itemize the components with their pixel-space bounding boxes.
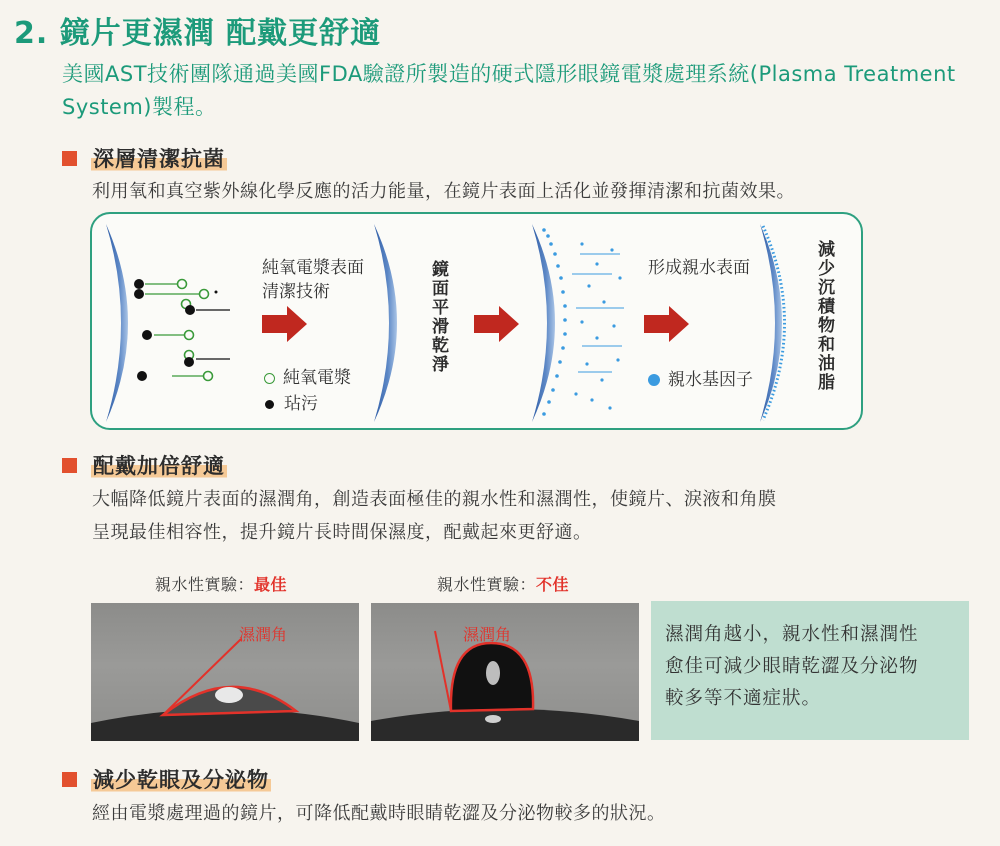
section-title: 深層清潔抗菌 — [91, 143, 227, 173]
experiment-good-result: 最佳 — [254, 575, 288, 594]
process-arrow-1 — [262, 306, 307, 342]
legend-hydrophilic — [648, 368, 753, 392]
experiment-bad-result: 不佳 — [536, 575, 570, 594]
legend-dirt — [264, 392, 318, 416]
page-title: 2. 鏡片更濕潤 配戴更舒適 — [14, 16, 382, 51]
contact-angle-photo-good — [91, 603, 359, 741]
section-text-comfort-line2: 呈現最佳相容性，提升鏡片長時間保濕度，配戴起來更舒適。 — [92, 522, 592, 543]
oxygen-particle-icon — [264, 373, 275, 384]
section-text-cleaning: 利用氧和真空紫外線化學反應的活力能量，在鏡片表面上活化並發揮清潔和抗菌效果。 — [92, 181, 795, 202]
legend-hydrophilic-label: 親水基因子 — [668, 370, 753, 390]
note-box — [651, 601, 969, 740]
section-text-dry-eye: 經由電漿處理過的鏡片，可降低配戴時眼睛乾澀及分泌物較多的狀況。 — [92, 803, 666, 824]
section-text-comfort-line1: 大幅降低鏡片表面的濕潤角，創造表面極佳的親水性和濕潤性，使鏡片、淚液和角膜 — [92, 489, 777, 510]
process-arrow-2 — [474, 306, 519, 342]
bullet-square-icon — [62, 151, 77, 166]
step1-label-line2: 清潔技術 — [262, 282, 330, 302]
plasma-process-diagram — [90, 212, 863, 430]
lens-shape-4 — [760, 224, 782, 422]
process-diagram-graphic — [92, 214, 863, 430]
experiment-good-label — [155, 572, 287, 595]
note-line-3: 較多等不適症狀。 — [665, 688, 822, 709]
note-line-2: 愈佳可減少眼睛乾澀及分泌物 — [665, 656, 919, 677]
note-line-1: 濕潤角越小，親水性和濕潤性 — [665, 624, 919, 645]
legend-oxygen-label: 純氧電漿 — [283, 368, 351, 388]
plasma-particles — [134, 279, 230, 381]
hydrophilic-arrows — [572, 254, 624, 372]
page-subtitle: 美國AST技術團隊通過美國FDA驗證所製造的硬式隱形眼鏡電漿處理系統(Plasma Treatment System)製程。 — [62, 62, 956, 119]
lens-shape-1 — [106, 224, 128, 422]
section-title: 配戴加倍舒適 — [91, 450, 227, 480]
contact-angle-good-graphic — [91, 603, 359, 741]
contact-angle-photo-bad — [371, 603, 639, 741]
section-heading-dry-eye — [62, 764, 271, 794]
lens-shape-2 — [374, 224, 397, 422]
bullet-square-icon — [62, 458, 77, 473]
result-label: 減少沉積物和油脂 — [814, 240, 834, 392]
experiment-bad-prefix: 親水性實驗： — [437, 575, 537, 594]
bullet-square-icon — [62, 772, 77, 787]
section-heading-cleaning — [62, 143, 227, 173]
step3-label: 形成親水表面 — [648, 258, 750, 278]
experiment-good-prefix: 親水性實驗： — [155, 575, 255, 594]
dirt-particle-icon — [265, 400, 274, 409]
step1-label-line1: 純氧電漿表面 — [262, 258, 364, 278]
section-title: 減少乾眼及分泌物 — [91, 764, 271, 794]
hydrophilic-particle-icon — [648, 374, 660, 386]
legend-dirt-label: 玷污 — [284, 394, 318, 414]
legend-oxygen — [264, 366, 351, 390]
step2-label: 鏡面平滑乾淨 — [428, 260, 448, 374]
section-heading-comfort — [62, 450, 227, 480]
experiment-bad-label — [437, 572, 569, 595]
lens-shape-3 — [532, 224, 555, 422]
wetting-angle-label-good: 濕潤角 — [239, 625, 288, 644]
wetting-angle-label-bad: 濕潤角 — [463, 625, 512, 644]
process-arrow-3 — [644, 306, 689, 342]
